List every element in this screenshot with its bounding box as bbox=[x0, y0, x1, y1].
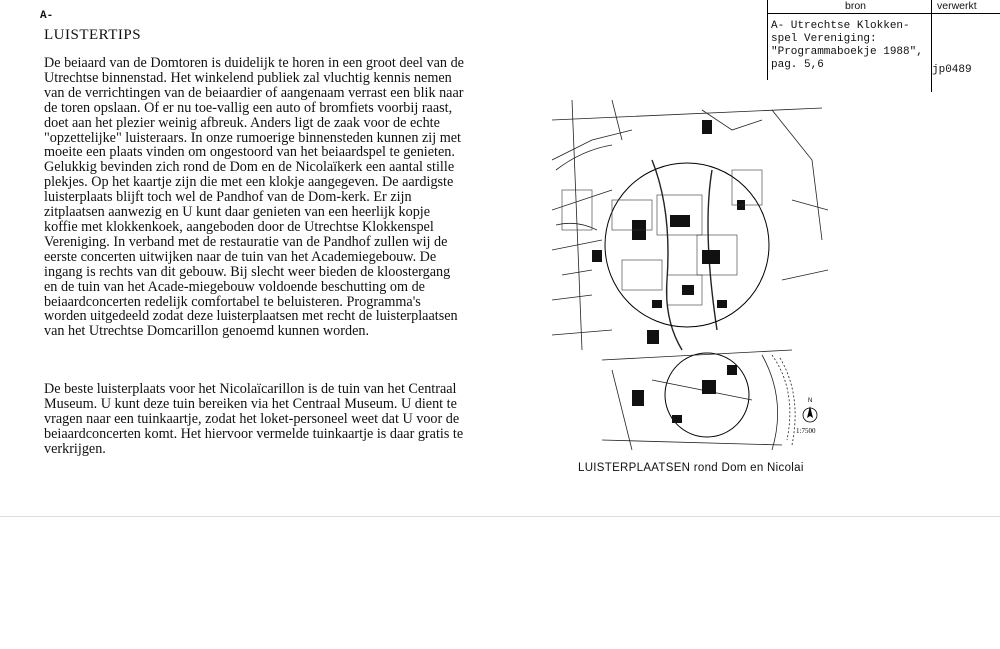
svg-text:N: N bbox=[808, 398, 813, 404]
dom-circle bbox=[605, 163, 769, 327]
processed-code: jp0489 bbox=[932, 64, 972, 76]
table-border-mid bbox=[931, 0, 932, 92]
map-scale: 1:7500 bbox=[796, 427, 816, 435]
map-caption: LUISTERPLAATSEN rond Dom en Nicolai bbox=[578, 462, 804, 474]
source-table bbox=[767, 0, 1000, 92]
source-citation: A- Utrechtse Klokken- spel Vereniging: "Programmaboekje 1988", pag. 5,6 bbox=[771, 20, 923, 71]
page-title: LUISTERTIPS bbox=[44, 27, 142, 43]
header-bron: bron bbox=[845, 0, 867, 12]
city-map bbox=[552, 100, 828, 460]
document-tag: A- bbox=[40, 10, 54, 22]
paragraph-dom: De beiaard van de Domtoren is duidelijk te horen in een groot deel van de Utrechtse binnenstad. Het winkelend publiek zal vluchtig kennis nemen van de verrichtingen van de beiaardier of aangenaam verrast een blik naar de toren opslaan. Of er nu toe-vallig een auto of bromfiets voorbij raast, doet aan het plezier weinig afbreuk. Anders ligt de zaak voor de echte "opzettelijke" luisteraars. In onze rumoerige binnensteden kunnen zij met moeite een plaats vinden om ongestoord van het beiaardspel te genieten. Gelukkig bevinden zich rond de Dom en de Nicolaïkerk een aantal stille plekjes. Op het kaartje zijn die met een klokje aangegeven. De aardigste luisterplaats blijft toch wel de Pandhof van de Dom-kerk. Er zijn zitplaatsen aanwezig en U kunt daar genieten van een heerlijk kopje koffie met klokkenkoek, aangeboden door de Utrechtse Klokkenspel Vereniging. In verband met de restauratie van de Pandhof zullen wij de eerste concerten uitwijken naar de tuin van het Academiegebouw. De ingang is rechts van dit gebouw. Bij slecht weer bieden de kloostergang en de tuin van het Acade-miegebouw voldoende beschutting om de beiaardconcerten redelijk comfortabel te beluisteren. Programma's worden uitgedeeld zodat deze luisterplaatsen met recht de luisterplaatsen van het Utrechtse Domcarillon genoemd kunnen worden. bbox=[44, 55, 464, 340]
header-verwerkt: verwerkt bbox=[937, 0, 977, 12]
paragraph-nicolai: De beste luisterplaats voor het Nicolaïcarillon is de tuin van het Centraal Museum. U kunt deze tuin bereiken via het Centraal Museum. U dient te vragen naar een tuinkaartje, zodat het loket-personeel weet dat U voor de beiaardconcerten komt. Het hiervoor vermelde tuinkaartje is daar gratis te verkrijgen. bbox=[44, 381, 464, 457]
north-arrow-icon bbox=[803, 398, 817, 422]
page-edge-line bbox=[0, 516, 1000, 517]
table-border-left bbox=[767, 0, 768, 80]
table-divider bbox=[767, 13, 1000, 14]
